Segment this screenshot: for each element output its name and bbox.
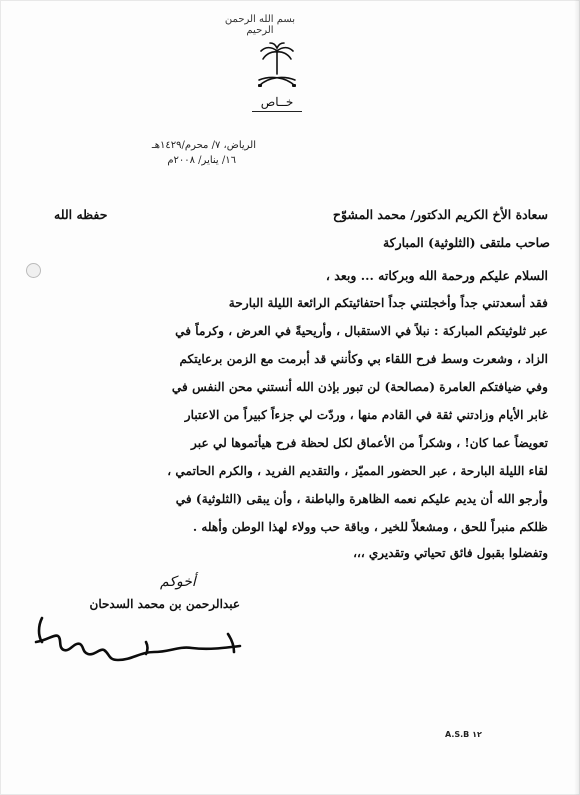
body-line: وأرجو الله أن يديم عليكم نعمه الظاهرة والباطنة ، وأن يبقى (الثلوثية) في xyxy=(175,492,548,506)
body-line: وفي ضيافتكم العامرة (مصالحة) لن تبور بإذن الله أنستني محن النفس في xyxy=(171,380,548,394)
private-label-rule xyxy=(252,111,302,112)
punch-hole xyxy=(26,263,41,278)
body-line: الزاد ، وشعرت وسط فرح اللقاء بي وكأنني قد أبرمت مع الزمن برعايتكم xyxy=(179,352,548,366)
body-line: لقاء الليلة البارحة ، عبر الحضور المميّز ، والتقديم الفريد ، والكرم الحاتمي ، xyxy=(167,464,548,478)
private-label: خــاص xyxy=(260,95,294,109)
greeting: السلام عليكم ورحمة الله وبركاته ... وبعد ، xyxy=(325,268,548,283)
date-hijri: الرياض، ٧/ محرم/١٤٢٩هـ xyxy=(151,140,256,151)
body-line: عبر ثلوثيتكم المباركة : نبلاً في الاستقبال ، وأريحيةً في العرض ، وكرماً في xyxy=(175,324,548,338)
body-line: تعويضاً عما كان! ، وشكراً من الأعماق لكل لحظة فرح هيأتموها لي عبر xyxy=(191,436,548,450)
signatory-name: عبدالرحمن بن محمد السدحان xyxy=(89,597,240,611)
reference-code: A.S.B ١٢ xyxy=(445,730,482,739)
recipient-title: صاحب ملتقى (الثلوثية) المباركة xyxy=(382,235,550,250)
date-gregorian: ١٦/ يناير/ ٢٠٠٨م xyxy=(167,155,236,166)
handwritten-signature xyxy=(28,612,258,672)
handwritten-brother-word: أخوكم xyxy=(160,574,196,590)
palm-swords-emblem-icon xyxy=(255,42,299,94)
recipient-blessing: حفظه الله xyxy=(54,207,108,222)
body-line: فقد أسعدتني جداً وأخجلتني جداً احتفائيتكم الرائعة الليلة البارحة xyxy=(228,296,548,310)
recipient-line: سعادة الأخ الكريم الدكتور/ محمد المشوّح xyxy=(332,207,548,222)
closing: وتفضلوا بقبول فائق تحياتي وتقديري ،،، xyxy=(353,546,548,560)
body-line: ظلكم منبراً للحق ، ومشعلاً للخير ، وباقة حب وولاء لهذا الوطن وأهله . xyxy=(192,520,548,534)
basmala: بسم الله الرحمن الرحيم xyxy=(224,14,296,36)
body-line: غابر الأيام وزادتني ثقة في القادم منها ، وردّت لي جزءاً كبيراً من الاعتبار xyxy=(184,408,548,422)
